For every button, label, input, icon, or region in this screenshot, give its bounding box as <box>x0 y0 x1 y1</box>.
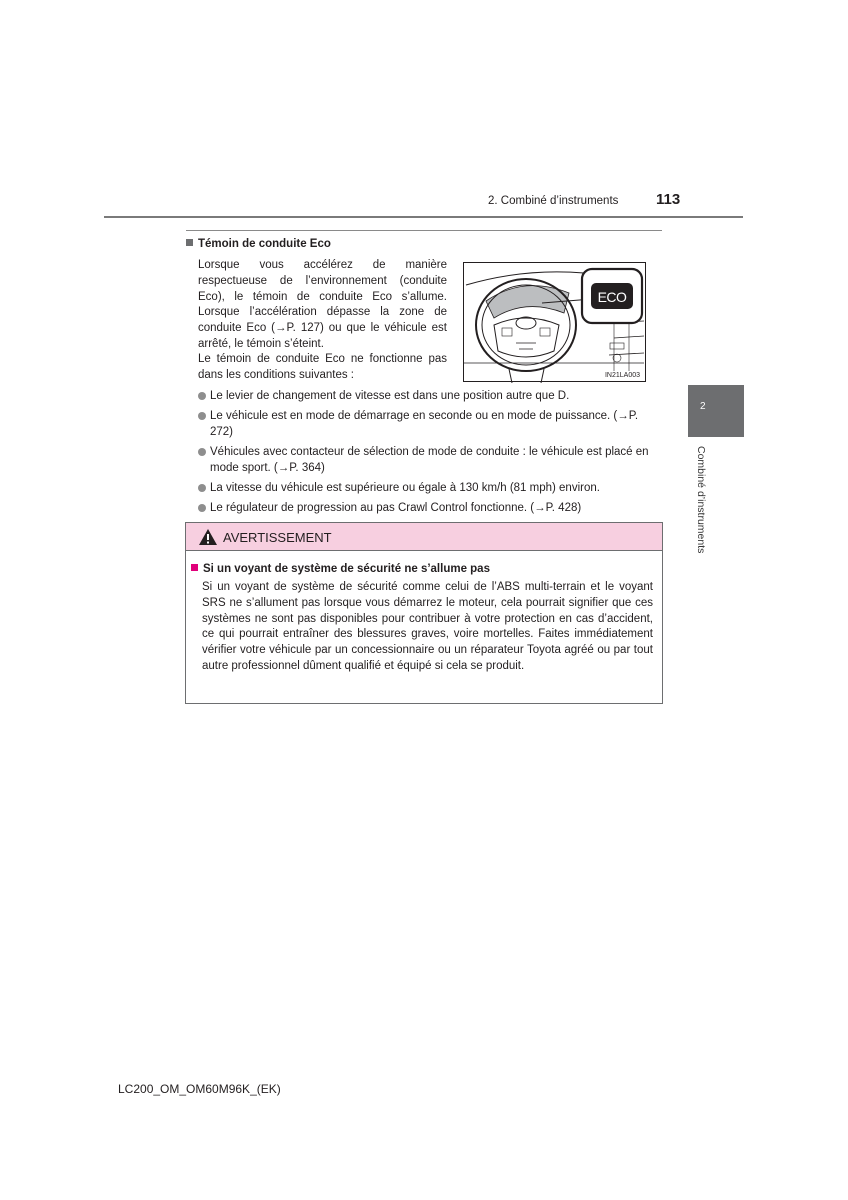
conditions-intro: Le témoin de conduite Eco ne fonctionne pas dans les conditions suivantes : <box>198 353 447 381</box>
list-item <box>198 500 663 516</box>
square-bullet-icon <box>186 239 193 246</box>
list-item-text: Véhicules avec contacteur de sélection de mode de conduite : le véhicule est placé en mode sport. (→P. 364) <box>210 446 649 474</box>
warning-subheading <box>191 563 490 575</box>
chapter-tab-label: Combiné d’instruments <box>695 446 707 554</box>
chapter-tab <box>688 385 744 437</box>
section-heading-text: Témoin de conduite Eco <box>198 238 331 250</box>
warning-box <box>185 522 663 704</box>
warning-title: AVERTISSEMENT <box>223 530 332 545</box>
chapter-tab-number: 2 <box>700 401 706 412</box>
bullet-dot-icon <box>198 484 206 492</box>
list-item-text: Le véhicule est en mode de démarrage en seconde ou en mode de puissance. (→P. 272) <box>210 410 639 438</box>
bullet-dot-icon <box>198 392 206 400</box>
list-item <box>198 388 663 404</box>
list-item-text: Le levier de changement de vitesse est dans une position autre que D. <box>210 390 570 402</box>
warning-subheading-text: Si un voyant de système de sécurité ne s’allume pas <box>203 563 490 575</box>
pink-square-icon <box>191 564 198 571</box>
warning-triangle-icon <box>199 529 217 545</box>
list-item-text: La vitesse du véhicule est supérieure ou égale à 130 km/h (81 mph) environ. <box>210 482 600 494</box>
steering-wheel-icon <box>464 263 647 383</box>
list-item-text: Le régulateur de progression au pas Crawl Control fonctionne. (→P. 428) <box>210 502 582 514</box>
illustration-code: IN21LA003 <box>604 372 640 379</box>
dashboard-illustration <box>463 262 646 382</box>
list-item <box>198 480 663 496</box>
list-item <box>198 444 663 476</box>
chapter-title: 2. Combiné d’instruments <box>488 195 619 207</box>
bullet-dot-icon <box>198 448 206 456</box>
document-code: LC200_OM_OM60M96K_(EK) <box>118 1082 281 1096</box>
eco-indicator-label: ECO <box>597 289 627 305</box>
intro-paragraph: Lorsque vous accélérez de manière respectueuse de l’environnement (conduite Eco), le témoin de conduite Eco s’allume. Lorsque l’accélération dépasse la zone de conduite Eco (→P. 127) ou que le véhicule est arrêté, le témoin s’éteint. <box>198 259 447 350</box>
header-rule <box>104 216 743 218</box>
section-rule <box>186 230 662 231</box>
section-heading <box>186 238 331 250</box>
bullet-dot-icon <box>198 412 206 420</box>
page-number: 113 <box>656 191 681 208</box>
list-item <box>198 408 663 440</box>
warning-header <box>186 523 662 551</box>
bullet-dot-icon <box>198 504 206 512</box>
warning-body: Si un voyant de système de sécurité comme celui de l’ABS multi-terrain et le voyant SRS ne s’allument pas lorsque vous démarrez le moteur, cela pourrait signifier que ces systèmes ne sont pas disponibles pour contribuer à votre protection en cas d’accident, ce qui pourrait entraîner des blessures graves, voire mortelles. Faites immédiatement vérifier votre véhicule par un concessionnaire ou un réparateur Toyota agréé ou par tout autre professionnel dûment qualifié et équipé si cela se produit. <box>202 581 653 672</box>
conditions-list <box>198 388 663 520</box>
